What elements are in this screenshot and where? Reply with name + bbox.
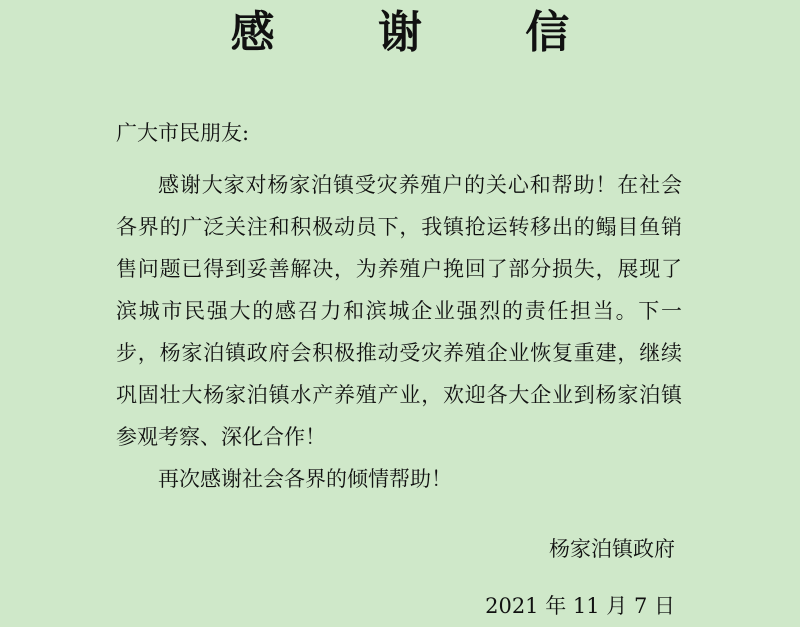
letter-title: 感 谢 信	[230, 7, 614, 58]
body-paragraph-1: 感谢大家对杨家泊镇受灾养殖户的关心和帮助！在社会各界的广泛关注和积极动员下，我镇抢运转移出的鳎目鱼销售问题已得到妥善解决，为养殖户挽回了部分损失，展现了滨城市民强大的感召力和滨城企业强烈的责任担当。下一步，杨家泊镇政府会积极推动受灾养殖企业恢复重建，继续巩固壮大杨家泊镇水产养殖产业，欢迎各大企业到杨家泊镇参观考察、深化合作！	[116, 173, 682, 449]
letter-signer: 杨家泊镇政府	[549, 537, 675, 561]
body-paragraph-2: 再次感谢社会各界的倾情帮助！	[158, 467, 452, 491]
letter-body	[116, 164, 682, 500]
letter-date: 2021 年 11 月 7 日	[485, 594, 675, 618]
letter-salutation: 广大市民朋友:	[116, 121, 250, 145]
